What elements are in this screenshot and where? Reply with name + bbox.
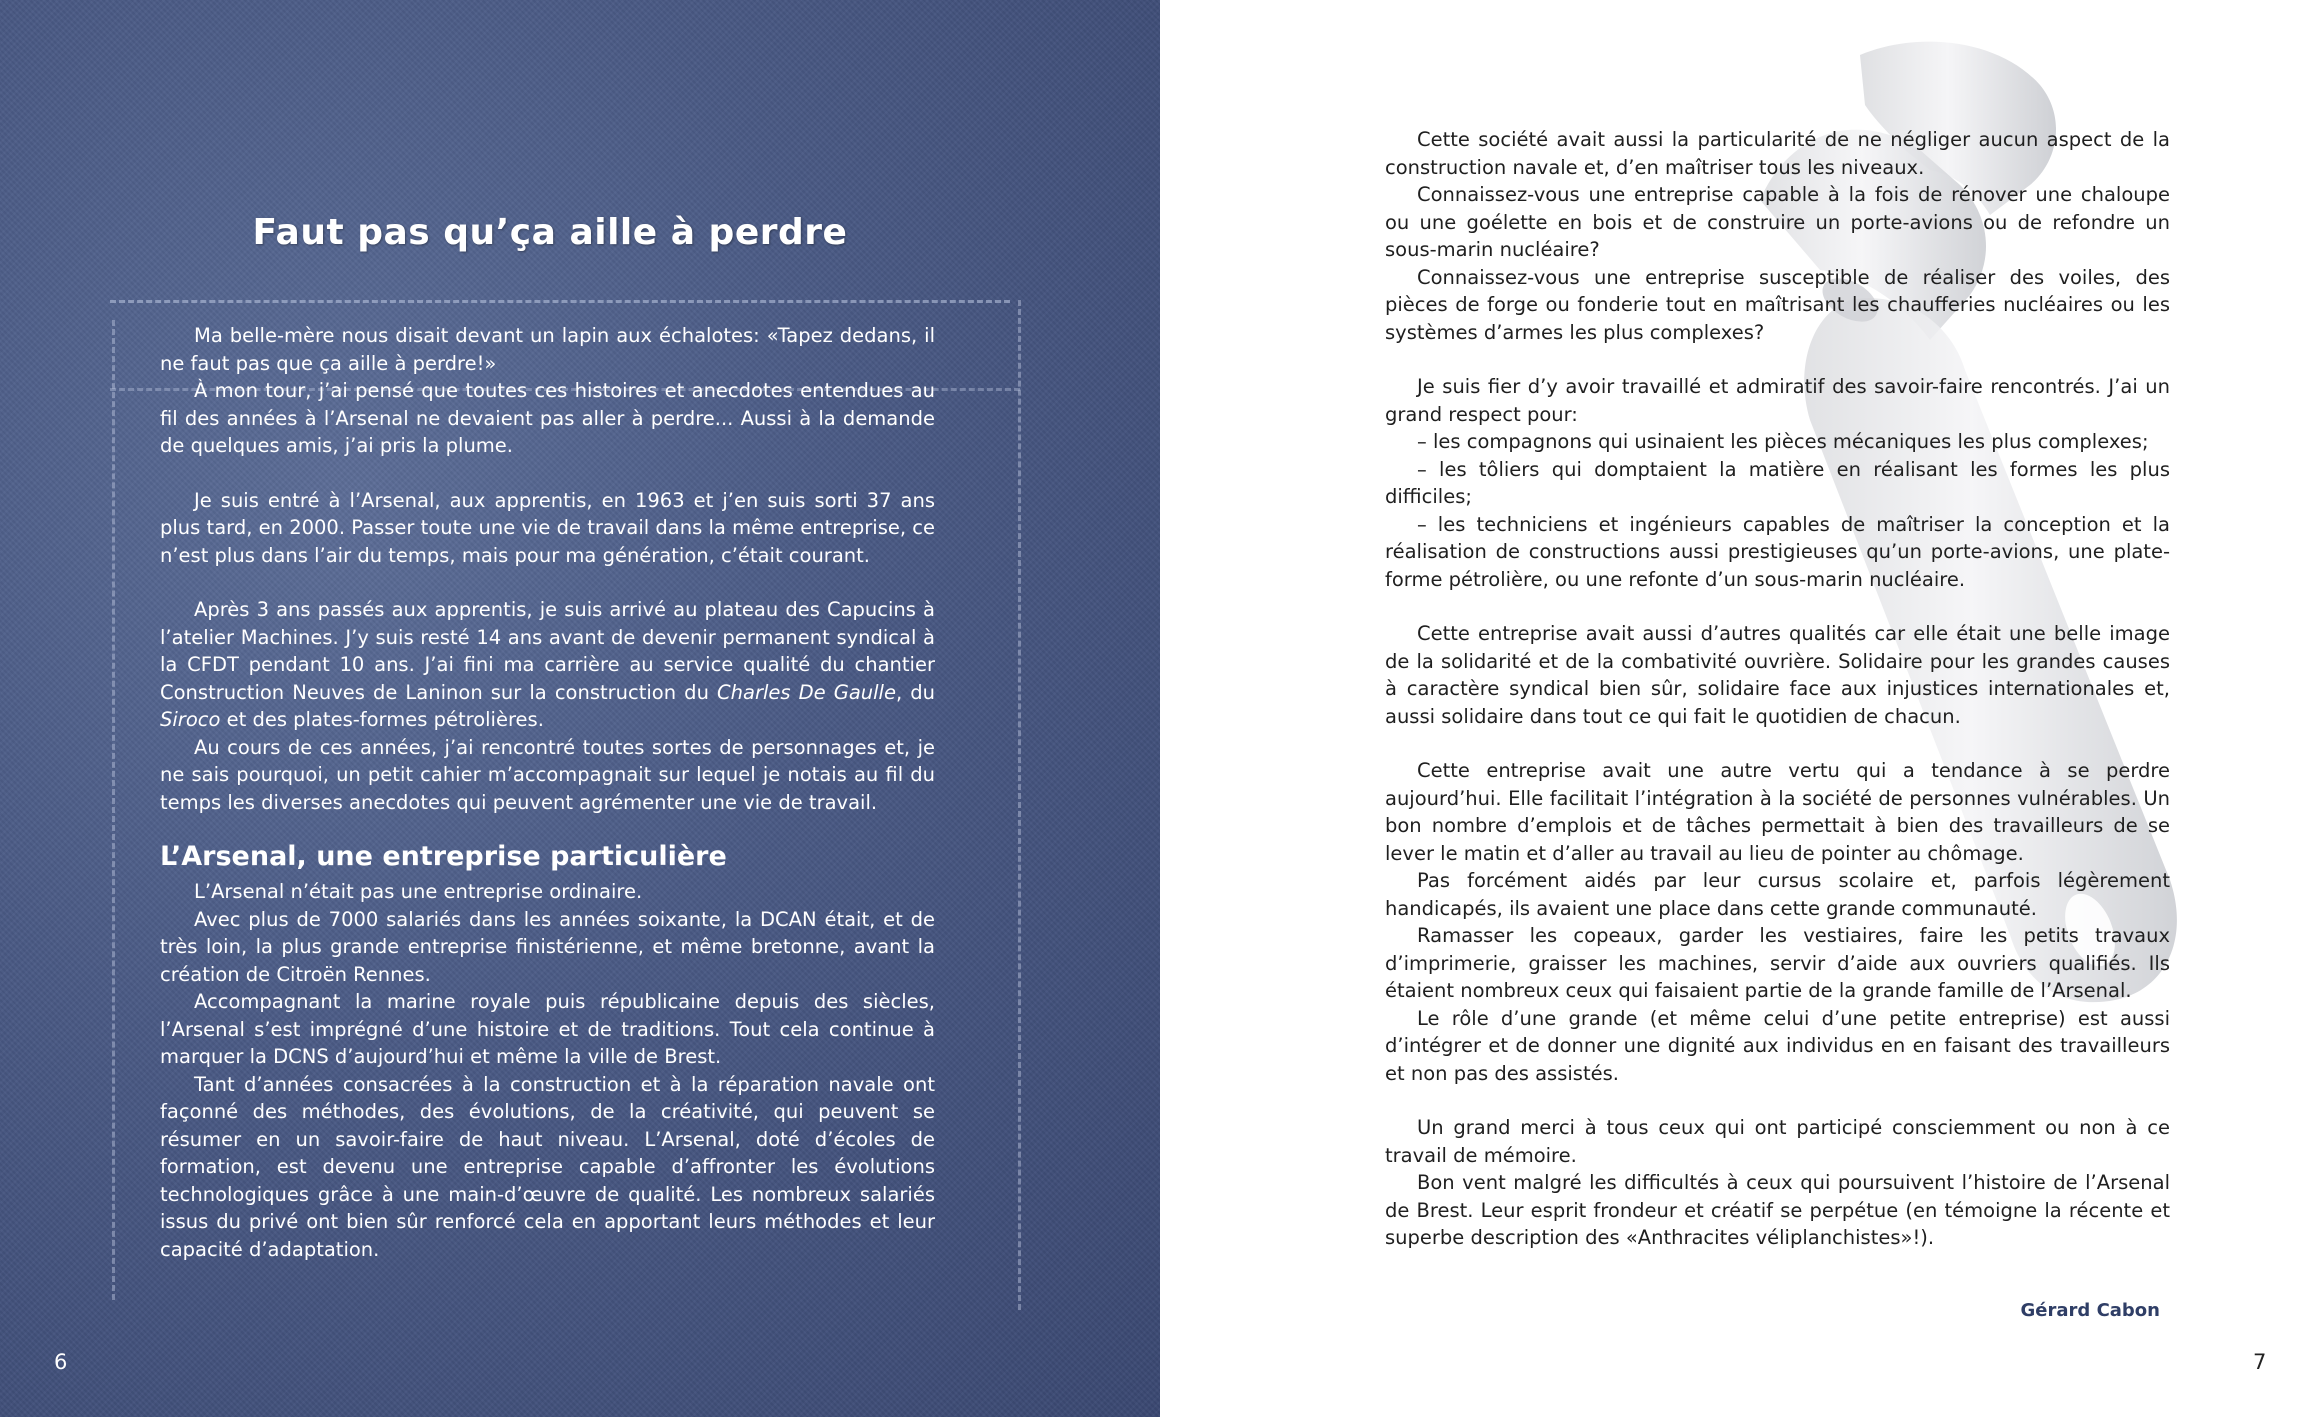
paragraph: Au cours de ces années, j’ai rencontré toutes sortes de personnages et, je ne sais pourquoi, un petit cahier m’accompagnait sur lequel je notais au fil du temps les diverses anecdotes qui peuvent agrémenter une vie de travail. xyxy=(160,735,935,814)
section-subtitle: L’Arsenal, une entreprise particulière xyxy=(160,841,727,872)
pocket-stitch-right xyxy=(1018,300,1021,1310)
paragraph: Cette société avait aussi la particularité de ne négliger aucun aspect de la construction navale et, d’en maîtriser tous les niveaux. xyxy=(1385,128,2170,179)
paragraph: Connaissez-vous une entreprise susceptible de réaliser des voiles, des pièces de forge ou fonderie tout en maîtrisant les chaufferies nucléaires ou les systèmes d’armes les plus complexes? xyxy=(1385,265,2170,344)
text-run: , du xyxy=(895,680,935,704)
paragraph: Ma belle-mère nous disait devant un lapin aux échalotes: «Tapez dedans, il ne faut pas que ça aille à perdre!» xyxy=(160,324,935,375)
paragraph: Un grand merci à tous ceux qui ont participé consciemment ou non à ce travail de mémoire. xyxy=(1385,1116,2170,1167)
page-number-right: 7 xyxy=(2253,1350,2267,1374)
paragraph: Avec plus de 7000 salariés dans les années soixante, la DCAN était, et de très loin, la plus grande entreprise finistérienne, et même bretonne, avant la création de Citroën Rennes. xyxy=(160,907,935,986)
paragraph: Cette entreprise avait une autre vertu qui a tendance à se perdre aujourd’hui. Elle facilitait l’intégration à la société de personnes vulnérables. Un bon nombre d’emplois et de tâches permettait à bien des travailleurs de se lever le matin et d’aller au travail au lieu de pointer au chômage. xyxy=(1385,759,2170,865)
right-body-text xyxy=(1385,126,2170,1252)
paragraph: Je suis entré à l’Arsenal, aux apprentis, en 1963 et j’en suis sorti 37 ans plus tard, en 2000. Passer toute une vie de travail dans la même entreprise, ce n’est plus dans l’air du temps, mais pour ma génération, c’était courant. xyxy=(160,488,935,567)
paragraph xyxy=(160,596,935,734)
chapter-title: Faut pas qu’ça aille à perdre xyxy=(252,212,848,253)
paragraph: Je suis fier d’y avoir travaillé et admiratif des savoir-faire rencontrés. J’ai un grand respect pour: xyxy=(1385,375,2170,426)
text-run: et des plates-formes pétrolières. xyxy=(220,708,544,731)
paragraph: L’Arsenal n’était pas une entreprise ordinaire. xyxy=(194,880,643,903)
left-body-text xyxy=(160,322,935,1263)
author-signature: Gérard Cabon xyxy=(2020,1300,2160,1321)
paragraph: Tant d’années consacrées à la construction et à la réparation navale ont façonné des méthodes, des évolutions, de la créativité, qui peuvent se résumer en un savoir-faire de haut niveau. L’Arsenal, doté d’écoles de formation, est devenu une entreprise capable d’affronter les évolutions technologiques grâce à une main-d’œuvre de qualité. Les nombreux salariés issus du privé ont bien sûr renforcé cela en apportant leurs méthodes et leur capacité d’adaptation. xyxy=(160,1072,935,1261)
paragraph: Bon vent malgré les difficultés à ceux qui poursuivent l’histoire de l’Arsenal de Brest. Leur esprit frondeur et créatif se perpétue (en témoigne la récente et superbe description des «Anthracites véliplanchistes»!). xyxy=(1385,1171,2170,1249)
list-item: – les tôliers qui domptaient la matière en réalisant les formes les plus difficiles; xyxy=(1385,457,2170,508)
list-item: – les compagnons qui usinaient les pièces mécaniques les plus complexes; xyxy=(1417,430,2149,453)
paragraph: Pas forcément aidés par leur cursus scolaire et, parfois légèrement handicapés, ils avaient une place dans cette grande communauté. xyxy=(1385,869,2170,920)
right-page xyxy=(1160,0,2319,1417)
ship-name: Siroco xyxy=(160,708,221,731)
pocket-stitch-left xyxy=(112,320,115,1300)
page-number-left: 6 xyxy=(54,1350,68,1374)
paragraph: Le rôle d’une grande (et même celui d’une petite entreprise) est aussi d’intégrer et de donner une dignité aux individus en en faisant des travailleurs et non pas des assistés. xyxy=(1385,1006,2170,1085)
paragraph: Cette entreprise avait aussi d’autres qualités car elle était une belle image de la solidarité et de la combativité ouvrière. Solidaire pour les grandes causes à caractère syndical bien sûr, solidaire face aux injustices internationales et, aussi solidaire dans tout ce qui fait le quotidien de chacun. xyxy=(1385,622,2170,728)
paragraph: Ramasser les copeaux, garder les vestiaires, faire les petits travaux d’imprimerie, graisser les machines, servir d’aide aux ouvriers qualifiés. Ils étaient nombreux ceux qui faisaient partie de la grande famille de l’Arsenal. xyxy=(1385,924,2170,1002)
paragraph: À mon tour, j’ai pensé que toutes ces histoires et anecdotes entendues au fil des années à l’Arsenal ne devaient pas aller à perdre... Aussi à la demande de quelques amis, j’ai pris la plume. xyxy=(160,379,935,457)
list-item: – les techniciens et ingénieurs capables de maîtriser la conception et la réalisation de constructions aussi prestigieuses qu’un porte-avions, une plate-forme pétrolière, ou une refonte d’un sous-marin nucléaire. xyxy=(1385,512,2170,591)
ship-name: Charles De Gaulle xyxy=(717,680,896,704)
text-run: Après 3 ans passés aux apprentis, je suis arrivé au plateau des Capucins à l’atelier Machines. J’y suis resté 14 ans avant de devenir permanent syndical à la CFDT pendant 10 ans. J’ai fini ma carrière au service qualité du chantier Construction Neuves de Laninon sur la construction du xyxy=(160,598,935,704)
paragraph: Connaissez-vous une entreprise capable à la fois de rénover une chaloupe ou une goélette en bois et de construire un porte-avions ou de refondre un sous-marin nucléaire? xyxy=(1385,183,2170,261)
paragraph: Accompagnant la marine royale puis républicaine depuis des siècles, l’Arsenal s’est imprégné d’une histoire et de traditions. Tout cela continue à marquer la DCNS d’aujourd’hui et même la ville de Brest. xyxy=(160,990,935,1068)
